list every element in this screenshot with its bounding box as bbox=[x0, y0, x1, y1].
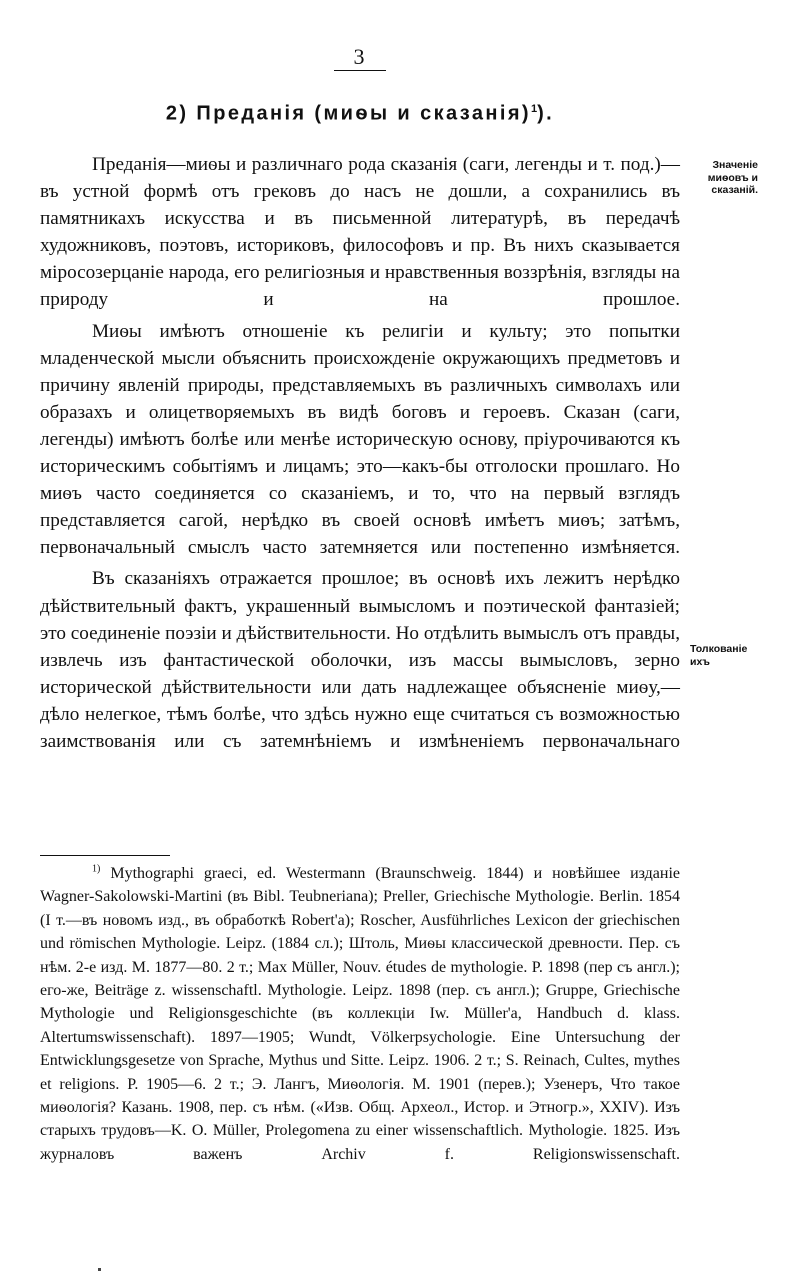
section-heading bbox=[40, 94, 680, 129]
paragraph-traditions: Преданія—миѳы и различнаго рода сказанія (саги, легенды и т. под.)—въ устной формѣ отъ грековъ до насъ не дошли, а сохранились въ памятникахъ искусства и въ письменной литературѣ, въ передачѣ художниковъ, поэтовъ, историковъ, философовъ и пр. Въ нихъ сказывается міросозерцаніе народа, его религіозныя и нравственныя воззрѣнія, взгляды на природу и на прошлое. bbox=[40, 154, 680, 311]
footnote-rule bbox=[40, 855, 170, 856]
heading-tail: ). bbox=[537, 102, 555, 125]
margin-note-meaning: Значеніе миѳовъ и сказаній. bbox=[707, 159, 758, 196]
body-text bbox=[40, 151, 680, 755]
paragraph-myths: Миѳы имѣютъ отношеніе къ религіи и культу; это попытки младенческой мысли объяснить происхожденіе окружающихъ предметовъ и причину явленій природы, представляемыхъ въ различныхъ символахъ или образахъ и олицетворяемыхъ въ видѣ боговъ и героевъ. Сказан (саги, легенды) имѣютъ болѣе или менѣе историческую основу, пріурочиваются къ историческимъ событіямъ и лицамъ; это—какъ-бы отголоски прошлаго. Но миѳъ часто соединяется со сказаніемъ, и то, что на первый взглядъ представляется сагой, нерѣдко въ своей основѣ имѣетъ миѳъ; затѣмъ, первоначальный смыслъ часто затемняется или постепенно измѣняется. bbox=[40, 320, 680, 559]
heading-text: 2) Преданія (миѳы и сказанія) bbox=[165, 102, 531, 125]
paragraph-legends: Въ сказаніяхъ отражается прошлое; въ основѣ ихъ лежитъ нерѣдко дѣйствительный фактъ, украшенный вымысломъ и поэтической фантазіей; это соединеніе поэзіи и дѣйствительности. Но отдѣлить вымыслъ отъ правды, извлечь изъ фантастической оболочки, изъ массы вымысловъ, зерно исторической дѣйствительности или дать надлежащее объясненіе миѳу,—дѣло нелегкое, тѣмъ болѣе, что здѣсь нужно еще считаться съ возможностью заимствованія или съ затемнѣніемъ и измѣненіемъ первоначальнаго bbox=[40, 568, 680, 752]
footnote-mark: 1) bbox=[92, 863, 101, 875]
page-number: 3 bbox=[353, 44, 365, 69]
print-speck bbox=[98, 1268, 101, 1271]
margin-note-interpretation: Толкованіе ихъ bbox=[690, 643, 748, 668]
heading-footnote-mark: 1 bbox=[530, 103, 538, 115]
footnote-text: Mythographi graeci, ed. Westermann (Braunschweig. 1844) и новѣйшее изданіе Wagner-Sakolowski-Martini (въ Bibl. Teubneriana); Preller, Griechische Mythologie. Berlin. 1854 (I т.—въ новомъ изд., въ обработкѣ Robert'a); Roscher, Ausführliches Lexicon der griechischen und römischen Mythologie. Leipz. (1884 сл.); Штоль, Миѳы классической древности. Пер. съ нѣм. 2-е изд. М. 1877—80. 2 т.; Max Müller, Nouv. études de mythologie. P. 1898 (пер съ англ.); его-же, Beiträge z. wissenschaftl. Mythologie. Leipz. 1898 (пер. съ англ.); Gruppe, Griechische Mythologie und Religionsgeschichte (въ коллекціи Iw. Müller'a, Handbuch d. klass. Altertumswissenschaft). 1897—1905; Wundt, Völkerpsychologie. Eine Untersuchung der Entwicklungsgesetze von Sprache, Mythus und Sitte. Leipz. 1906. 2 т.; S. Reinach, Cultes, mythes et religions. P. 1905—6. 2 т.; Э. Лангъ, Миѳологія. М. 1901 (перев.); Узенеръ, Что такое миѳологія? Казань. 1908, пер. съ нѣм. («Изв. Общ. Археол., Истор. и Этногр.», XXIV). Изъ старыхъ трудовъ—K. O. Müller, Prolegomena zu einer wissenschaftlich. Mythologie. 1825. Изъ журналовъ важенъ Archiv f. Religionswissenschaft. bbox=[40, 865, 681, 1163]
page-number-rule bbox=[334, 70, 386, 71]
footnote bbox=[40, 862, 680, 1166]
